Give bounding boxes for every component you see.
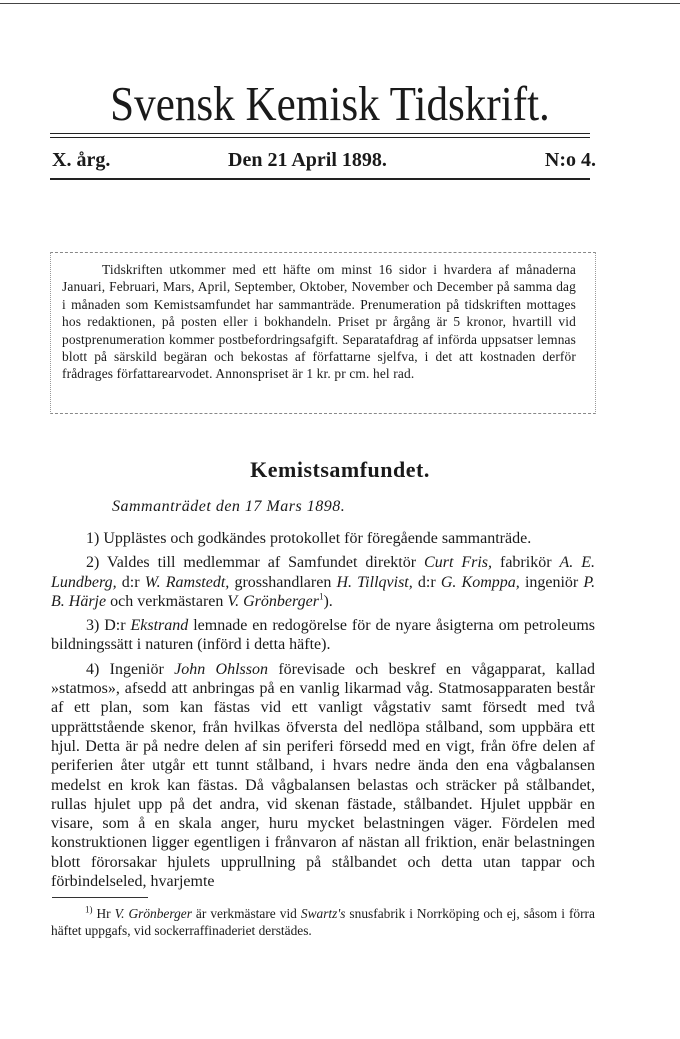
speaker-name: John Ohlsson (174, 660, 269, 678)
volume-label: X. årg. (52, 149, 111, 171)
minutes-item-1: 1) Upplästes och godkändes protokollet för föregående sammanträde. (86, 530, 532, 547)
header-bottom-rule (50, 178, 590, 180)
minutes-body (51, 529, 595, 896)
issue-date: Den 21 April 1898. (228, 149, 387, 171)
member-name: A. E. Lundberg, (51, 554, 596, 591)
member-name: Curt Fris, (424, 554, 493, 572)
issue-line (52, 149, 596, 173)
minutes-item-4: 4) Ingeniör John Ohlsson förevisade och beskref en vågapparat, kallad »statmos», afsedd att anbringas på en vanlig likarmad våg. Statmosapparaten består af ett plan, som kan fästas vid ett vanligt vågstativ samt försedt med två upprättstående skenor, från hvilkas öfversta del nedlöpa stålband, som uppbära ett hjul. Detta är på nedre delen af sin periferi försedd med en vigt, från öfre delen af periferien åter utgår ett tunnt stålband, i hvars nedre ända den ena vågbalansen medelst en krok kan fästas. Då vågbalansen belastas och sträcker på stålbandet, rullas hjulet upp på det andra, vid skenan fästade, stålbandet. Hjulet uppbär en visare, som å en skala anger, huru mycket belastningen väger. Fördelen med konstruktionen ligger egentligen i frånvaron af nästan all friktion, enär belastningen blott förorsakar hjulets upprullning på stålbandet och detta utan tappar och förbindelseled, hvarjemte (51, 660, 596, 891)
footnote-reference: 1 (318, 591, 324, 602)
title-rule-upper (50, 133, 590, 134)
member-name: W. Ramstedt, (144, 573, 230, 591)
section-heading: Kemistsamfundet. (250, 457, 430, 482)
member-name: V. Grönberger (227, 592, 319, 610)
footnote: $^{1)}$ Hr V. Grönberger är verkmästare vid Swartz's snusfabrik i Norrköping och ej, såsom i förra häftet uppgafs, vid sockerraffinaderiet derstädes. (51, 904, 595, 938)
speaker-name: Ekstrand (130, 617, 189, 635)
issue-number: N:o 4. (544, 149, 596, 171)
member-name: P. B. Härje (51, 573, 596, 610)
meeting-date: Sammanträdet den 17 Mars 1898. (112, 498, 346, 515)
top-edge-rule (0, 3, 680, 4)
footnote-mark: 1) (85, 904, 93, 915)
member-name: G. Komppa, (440, 573, 520, 591)
minutes-item-2: 2) Valdes till medlemmar af Samfundet direktör Curt Fris, fabrikör A. E. Lundberg, d:r W. Ramstedt, grosshandlaren H. Tillqvist, d:r G. Komppa, ingeniör P. B. Härje och verkmästaren V. Grönberger$^1$). (51, 554, 596, 610)
subscription-notice: Tidskriften utkommer med ett häfte om minst 16 sidor i hvardera af månaderna Januari, Februari, Mars, April, September, Oktober, November och December på samma dag i månaden som Kemistsamfundet har sammanträde. Prenumeration på tidskriften mottages hos redaktionen, på posten eller i bokhandeln. Priset pr årgång är 5 kronor, hvartill vid postprenumeration kommer postbefordringsafgift. Separatafdrag af införda uppsatser lemnas blott på särskild begäran och bekostas af författarne sjelfva, i det att kostnaden derför frådrages författarearvodet. Annonspriset är 1 kr. pr cm. hel rad. (62, 262, 576, 382)
minutes-item-3: 3) D:r Ekstrand lemnade en redogörelse för de nyare åsigterna om petroleums bildningssätt i naturen (införd i detta häfte). (51, 617, 596, 654)
title-rule-lower (50, 137, 590, 138)
journal-title: Svensk Kemisk Tidskrift. (110, 76, 550, 131)
member-name: H. Tillqvist, (336, 573, 413, 591)
footnote-rule (52, 897, 148, 898)
